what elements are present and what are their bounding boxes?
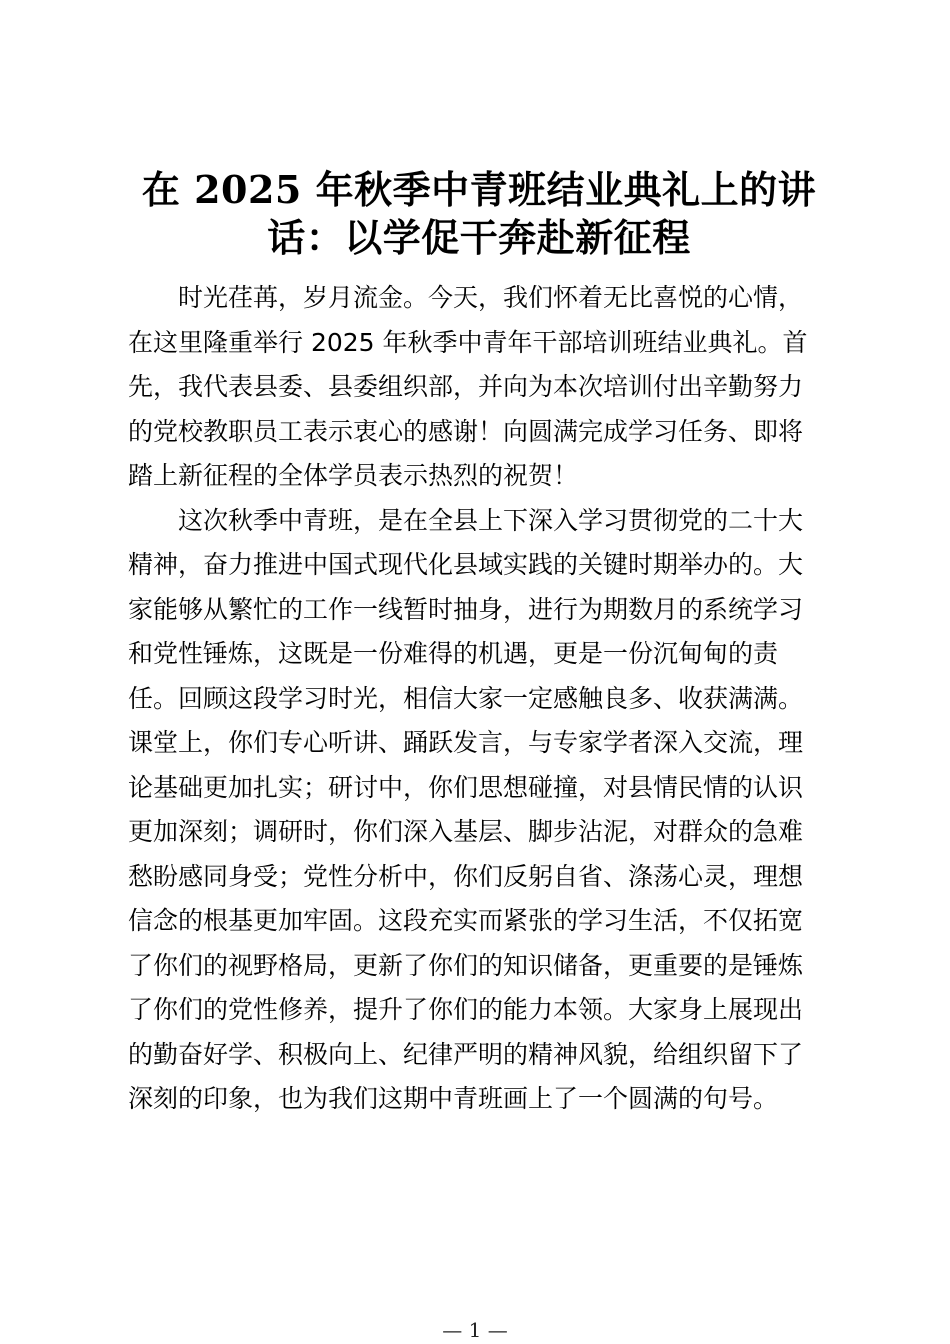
paragraph-2 — [128, 499, 818, 1122]
paragraph-line: 课堂上，你们专心听讲、踊跃发言，与专家学者深入交流，理 — [128, 728, 804, 757]
paragraph-line: 的党校教职员工表示衷心的感谢！向圆满完成学习任务、即将 — [128, 416, 804, 446]
paragraph-line: 了你们的党性修养，提升了你们的能力本领。大家身上展现出 — [128, 995, 804, 1024]
page-number: — 1 — — [442, 1318, 508, 1342]
paragraph-line: 的勤奋好学、积极向上、纪律严明的精神风貌，给组织留下了 — [128, 1039, 804, 1069]
title-line: 话：以学促干奔赴新征程 — [267, 215, 691, 260]
paragraph-line: 任。回顾这段学习时光，相信大家一定感触良多、收获满满。 — [128, 683, 804, 713]
paragraph-line: 先，我代表县委、县委组织部，并向为本次培训付出辛勤努力 — [128, 372, 804, 401]
paragraph-line: 家能够从繁忙的工作一线暂时抽身，进行为期数月的系统学习 — [128, 594, 804, 624]
paragraph-line: 精神，奋力推进中国式现代化县域实践的关键时期举办的。大 — [128, 550, 804, 579]
paragraph-line: 和党性锤炼，这既是一份难得的机遇，更是一份沉甸甸的责 — [128, 639, 779, 668]
paragraph-line: 更加深刻；调研时，你们深入基层、脚步沾泥，对群众的急难 — [128, 817, 804, 846]
paragraph-line: 在这里隆重举行 2025 年秋季中青年干部培训班结业典礼。首 — [128, 327, 808, 357]
paragraph-1 — [128, 276, 818, 499]
paragraph-line: 时光荏苒，岁月流金。今天，我们怀着无比喜悦的心情， — [178, 283, 804, 312]
paragraph-line: 论基础更加扎实；研讨中，你们思想碰撞，对县情民情的认识 — [128, 772, 804, 802]
paragraph-line: 信念的根基更加牢固。这段充实而紧张的学习生活，不仅拓宽 — [128, 906, 804, 935]
document-body — [128, 276, 818, 1122]
paragraph-line: 踏上新征程的全体学员表示热烈的祝贺！ — [128, 461, 579, 490]
paragraph-line: 深刻的印象，也为我们这期中青班画上了一个圆满的句号。 — [128, 1084, 779, 1113]
title-line: 在 2025 年秋季中青班结业典礼上的讲 — [141, 167, 817, 212]
paragraph-line: 这次秋季中青班，是在全县上下深入学习贯彻党的二十大 — [178, 505, 804, 535]
paragraph-line: 了你们的视野格局，更新了你们的知识储备，更重要的是锤炼 — [128, 950, 804, 980]
document-title — [128, 166, 830, 262]
paragraph-line: 愁盼感同身受；党性分析中，你们反躬自省、涤荡心灵，理想 — [128, 861, 804, 891]
